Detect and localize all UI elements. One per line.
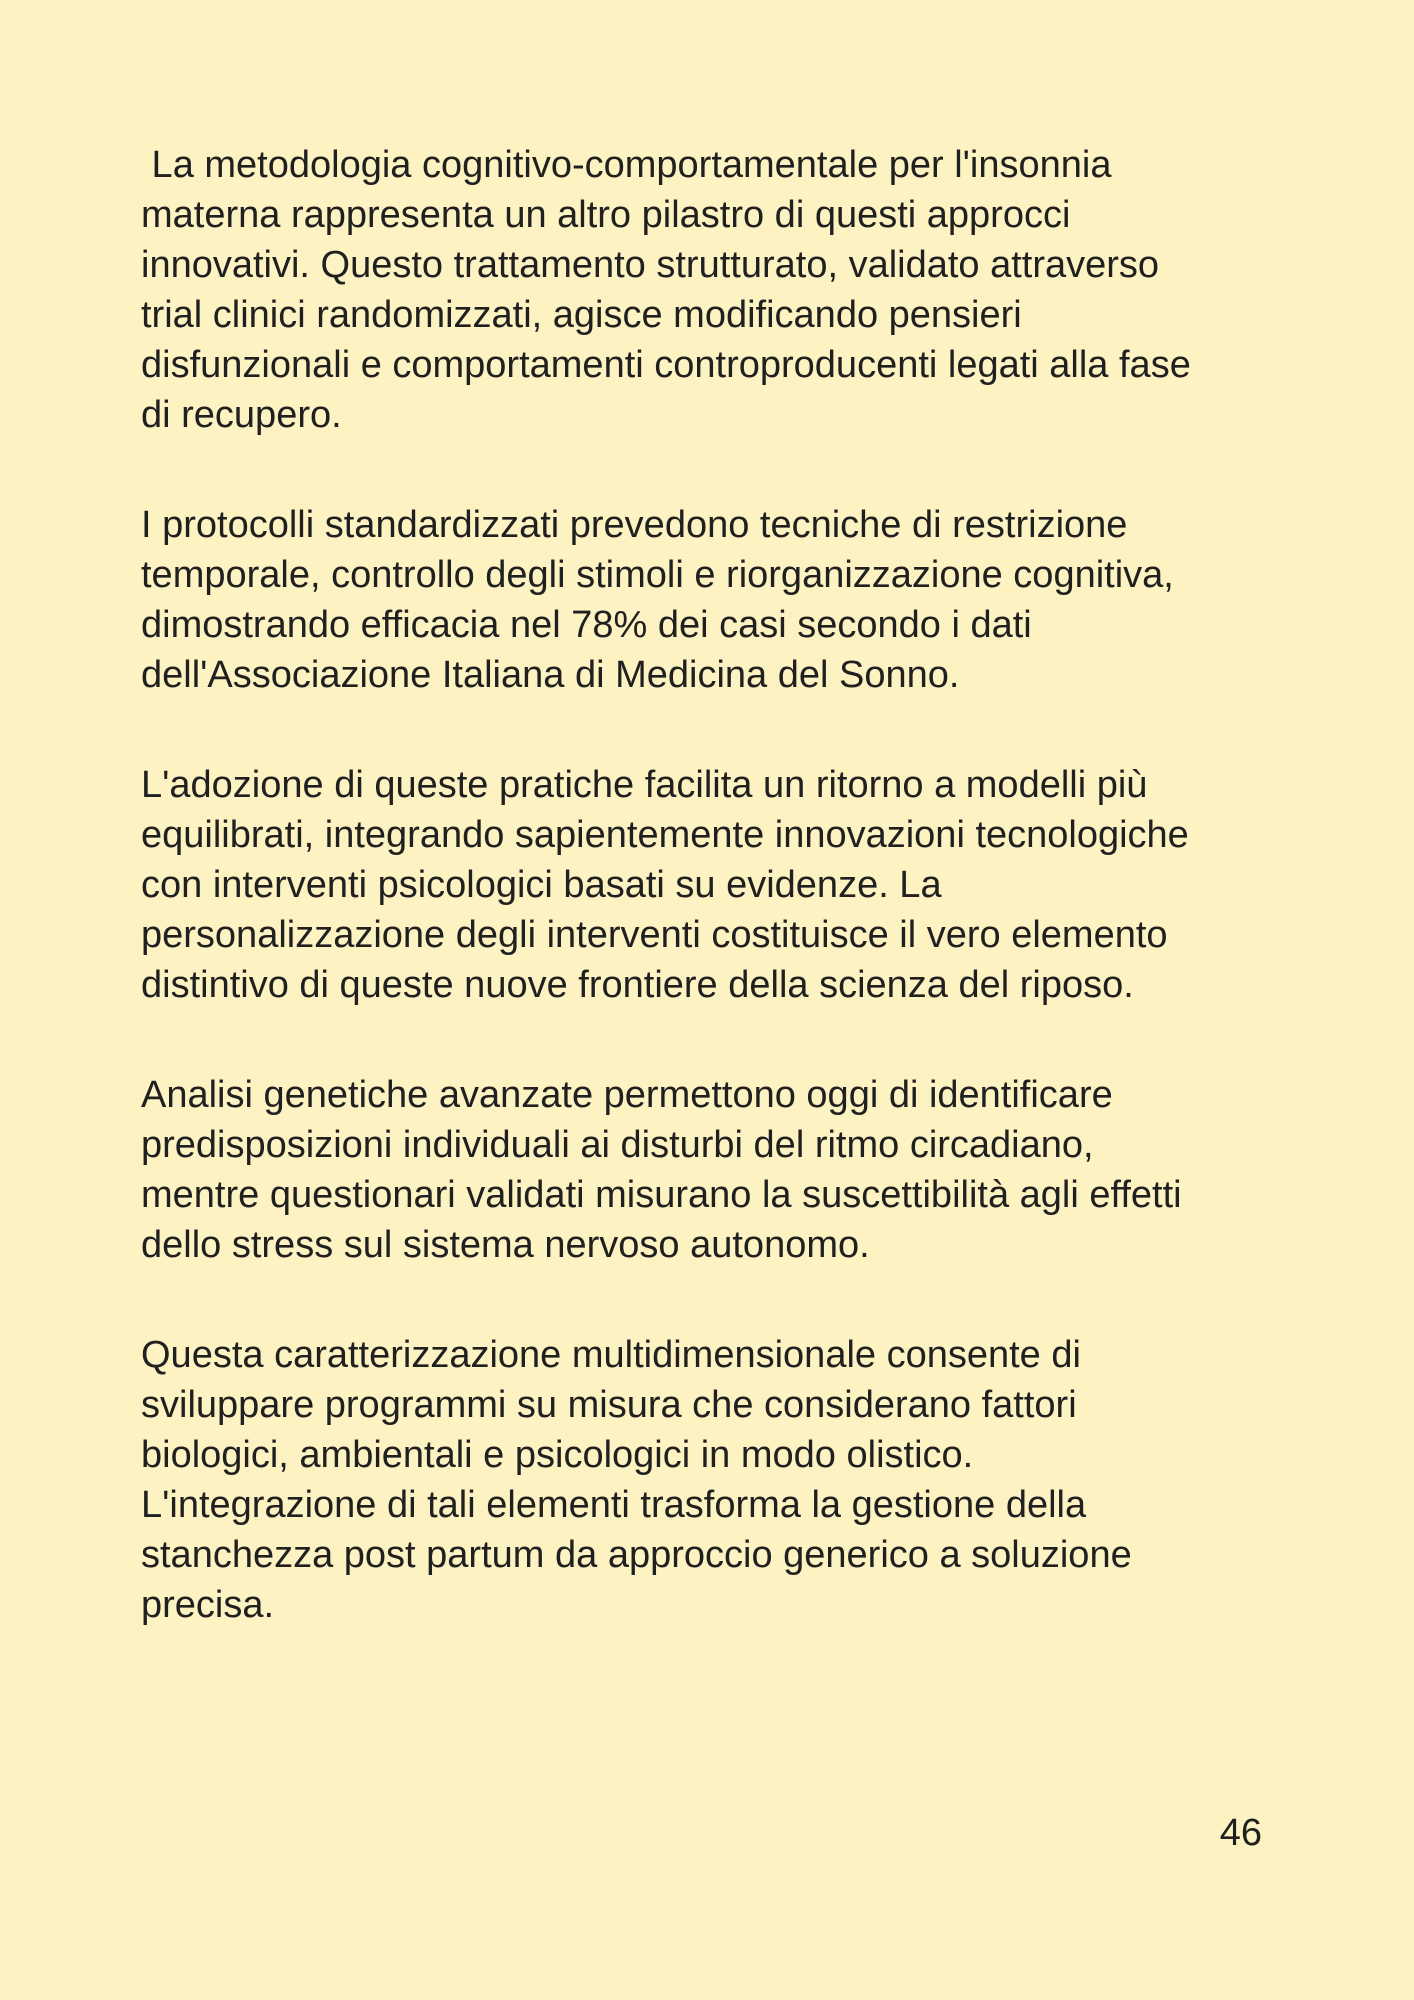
text-line: dello stress sul sistema nervoso autonomo.	[141, 1224, 870, 1266]
text-line: La metodologia cognitivo-comportamentale per l'insonnia	[141, 144, 1112, 186]
text-line: I protocolli standardizzati prevedono tecniche di restrizione	[141, 504, 1128, 546]
text-line: dimostrando efficacia nel 78% dei casi secondo i dati	[141, 604, 1032, 646]
text-line: predisposizioni individuali ai disturbi del ritmo circadiano,	[141, 1124, 1094, 1166]
paragraph	[141, 1330, 1306, 1630]
text-line: L'adozione di queste pratiche facilita un ritorno a modelli più	[141, 764, 1148, 806]
text-line: mentre questionari validati misurano la suscettibilità agli effetti	[141, 1174, 1182, 1216]
paragraph	[141, 500, 1306, 700]
text-line: distintivo di queste nuove frontiere della scienza del riposo.	[141, 964, 1134, 1006]
text-line: L'integrazione di tali elementi trasforma la gestione della	[141, 1484, 1087, 1526]
text-line: Analisi genetiche avanzate permettono oggi di identificare	[141, 1074, 1113, 1116]
text-line: temporale, controllo degli stimoli e riorganizzazione cognitiva,	[141, 554, 1174, 596]
text-line: di recupero.	[141, 394, 342, 436]
paragraph	[141, 760, 1306, 1010]
text-line: stanchezza post partum da approccio generico a soluzione	[141, 1534, 1132, 1576]
text-line: Questa caratterizzazione multidimensionale consente di	[141, 1334, 1081, 1376]
body-text	[141, 140, 1306, 1690]
page-number: 46	[1219, 1812, 1262, 1854]
text-line: dell'Associazione Italiana di Medicina del Sonno.	[141, 654, 960, 696]
text-line: innovativi. Questo trattamento strutturato, validato attraverso	[141, 244, 1160, 286]
paragraph	[141, 140, 1306, 440]
text-line: precisa.	[141, 1584, 275, 1626]
text-line: materna rappresenta un altro pilastro di questi approcci	[141, 194, 1071, 236]
text-line: con interventi psicologici basati su evidenze. La	[141, 864, 942, 906]
text-line: personalizzazione degli interventi costituisce il vero elemento	[141, 914, 1168, 956]
text-line: disfunzionali e comportamenti controproducenti legati alla fase	[141, 344, 1191, 386]
paragraph	[141, 1070, 1306, 1270]
text-line: sviluppare programmi su misura che considerano fattori	[141, 1384, 1077, 1426]
text-line: trial clinici randomizzati, agisce modificando pensieri	[141, 294, 1022, 336]
text-line: biologici, ambientali e psicologici in modo olistico.	[141, 1434, 974, 1476]
text-line: equilibrati, integrando sapientemente innovazioni tecnologiche	[141, 814, 1189, 856]
